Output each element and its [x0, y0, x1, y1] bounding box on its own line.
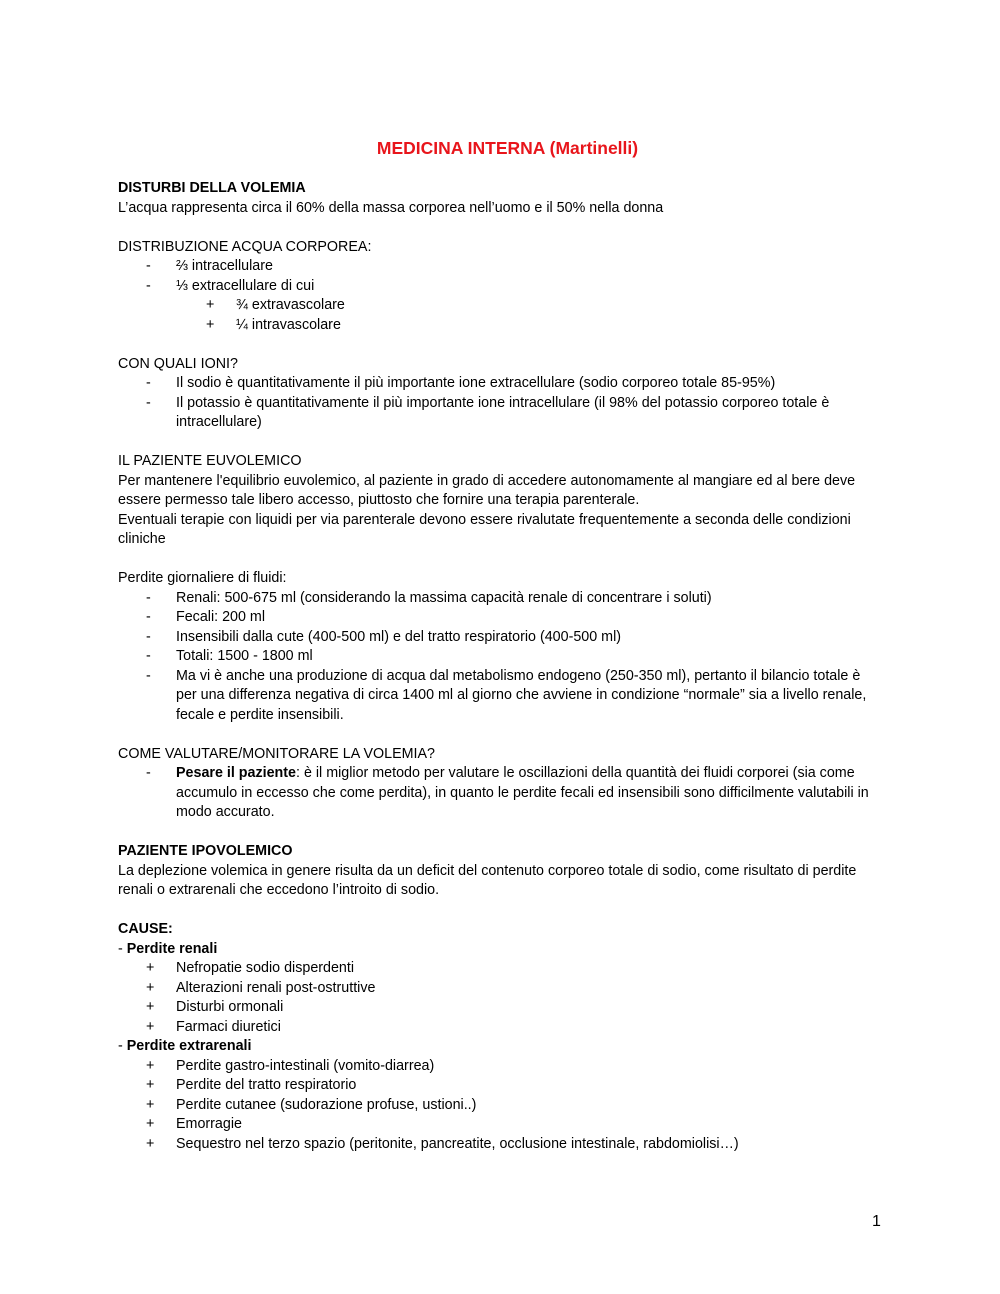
section-heading-ipovolemico: PAZIENTE IPOVOLEMICO: [118, 843, 293, 859]
list-item: - Fecali: 200 ml: [146, 609, 265, 625]
section-heading-disturbi: DISTURBI DELLA VOLEMIA: [118, 180, 306, 196]
renali-list: [118, 959, 884, 1037]
list-item: - Il sodio è quantitativamente il più importante ione extracellulare (sodio corporeo totale 85-95%): [146, 375, 776, 391]
list-item: - Pesare il paziente: è il miglior metodo per valutare le oscillazioni della quantità dei fluidi corporei (sia come accumulo in eccesso che come perdita), in quanto le perdite fecali ed insensibili sono difficilmente valutabili in modo accurato.: [146, 765, 869, 820]
ioni-list: [118, 374, 884, 433]
extrarenali-list: [118, 1057, 884, 1155]
list-item: + Emorragie: [146, 1116, 242, 1132]
list-item: + Disturbi ormonali: [146, 999, 284, 1015]
cause-group-extrarenali: - Perdite extrarenali: [118, 1038, 252, 1054]
list-item: - Totali: 1500 - 1800 ml: [146, 648, 313, 664]
valutare-list: [118, 764, 884, 823]
sub-list-item: + ¼ intravascolare: [206, 316, 341, 333]
paragraph-acqua: L’acqua rappresenta circa il 60% della massa corporea nell’uomo e il 50% nella donna: [118, 199, 664, 216]
list-item: - Insensibili dalla cute (400-500 ml) e del tratto respiratorio (400-500 ml): [146, 628, 622, 645]
list-item: + Farmaci diuretici: [146, 1018, 281, 1035]
list-item: - Il potassio è quantitativamente il più importante ione intracellulare (il 98% del potassio corporeo totale è intracellulare): [146, 394, 830, 430]
list-item: - Ma vi è anche una produzione di acqua dal metabolismo endogeno (250-350 ml), pertanto il bilancio totale è per una differenza negativa di circa 1400 ml al giorno che avviene in condizione “normale” sia a livello renale, fecale e perdite insensibili.: [146, 667, 867, 723]
section-heading-cause: CAUSE:: [118, 921, 173, 937]
cause-group-renali: - Perdite renali: [118, 940, 218, 957]
section-heading-ioni: CON QUALI IONI?: [118, 355, 238, 372]
section-heading-distribuzione: DISTRIBUZIONE ACQUA CORPOREA:: [118, 238, 372, 255]
list-item: - ⅓ extracellulare di cui: [146, 277, 315, 294]
list-item: - ⅔ intracellulare: [146, 258, 273, 274]
page-number: 1: [872, 1213, 881, 1230]
list-item: + Sequestro nel terzo spazio (peritonite, pancreatite, occlusione intestinale, rabdomiolisi…): [146, 1135, 739, 1152]
sub-list-item: + ¾ extravascolare: [206, 297, 345, 313]
list-item: + Nefropatie sodio disperdenti: [146, 960, 355, 976]
list-item: - Renali: 500-675 ml (considerando la massima capacità renale di concentrare i soluti): [146, 589, 712, 606]
section-heading-perdite: Perdite giornaliere di fluidi:: [118, 570, 287, 586]
distribuzione-list: [118, 257, 884, 335]
list-item: + Alterazioni renali post-ostruttive: [146, 979, 376, 996]
section-heading-euvolemico: IL PAZIENTE EUVOLEMICO: [118, 453, 302, 469]
perdite-list: [118, 589, 884, 726]
document-title: MEDICINA INTERNA (Martinelli): [376, 138, 639, 158]
paragraph-deplezione: La deplezione volemica in genere risulta da un deficit del contenuto corporeo totale di sodio, come risultato di perdite renali o extrarenali che eccedono l’introito di sodio.: [118, 862, 857, 898]
section-heading-valutare: COME VALUTARE/MONITORARE LA VOLEMIA?: [118, 745, 435, 762]
paragraph-euvolemico: Per mantenere l'equilibrio euvolemico, al paziente in grado di accedere autonomamente al mangiare ed al bere deve essere permesso tale libero accesso, piuttosto che fornire una terapia parenterale.: [118, 472, 856, 508]
list-item: + Perdite gastro-intestinali (vomito-diarrea): [146, 1057, 435, 1074]
page-content: [118, 137, 884, 1154]
list-item: + Perdite del tratto respiratorio: [146, 1077, 357, 1093]
list-item: + Perdite cutanee (sudorazione profuse, ustioni..): [146, 1096, 477, 1113]
paragraph-terapie: Eventuali terapie con liquidi per via parenterale devono essere rivalutate frequentemente a seconda delle condizioni cliniche: [118, 511, 851, 547]
